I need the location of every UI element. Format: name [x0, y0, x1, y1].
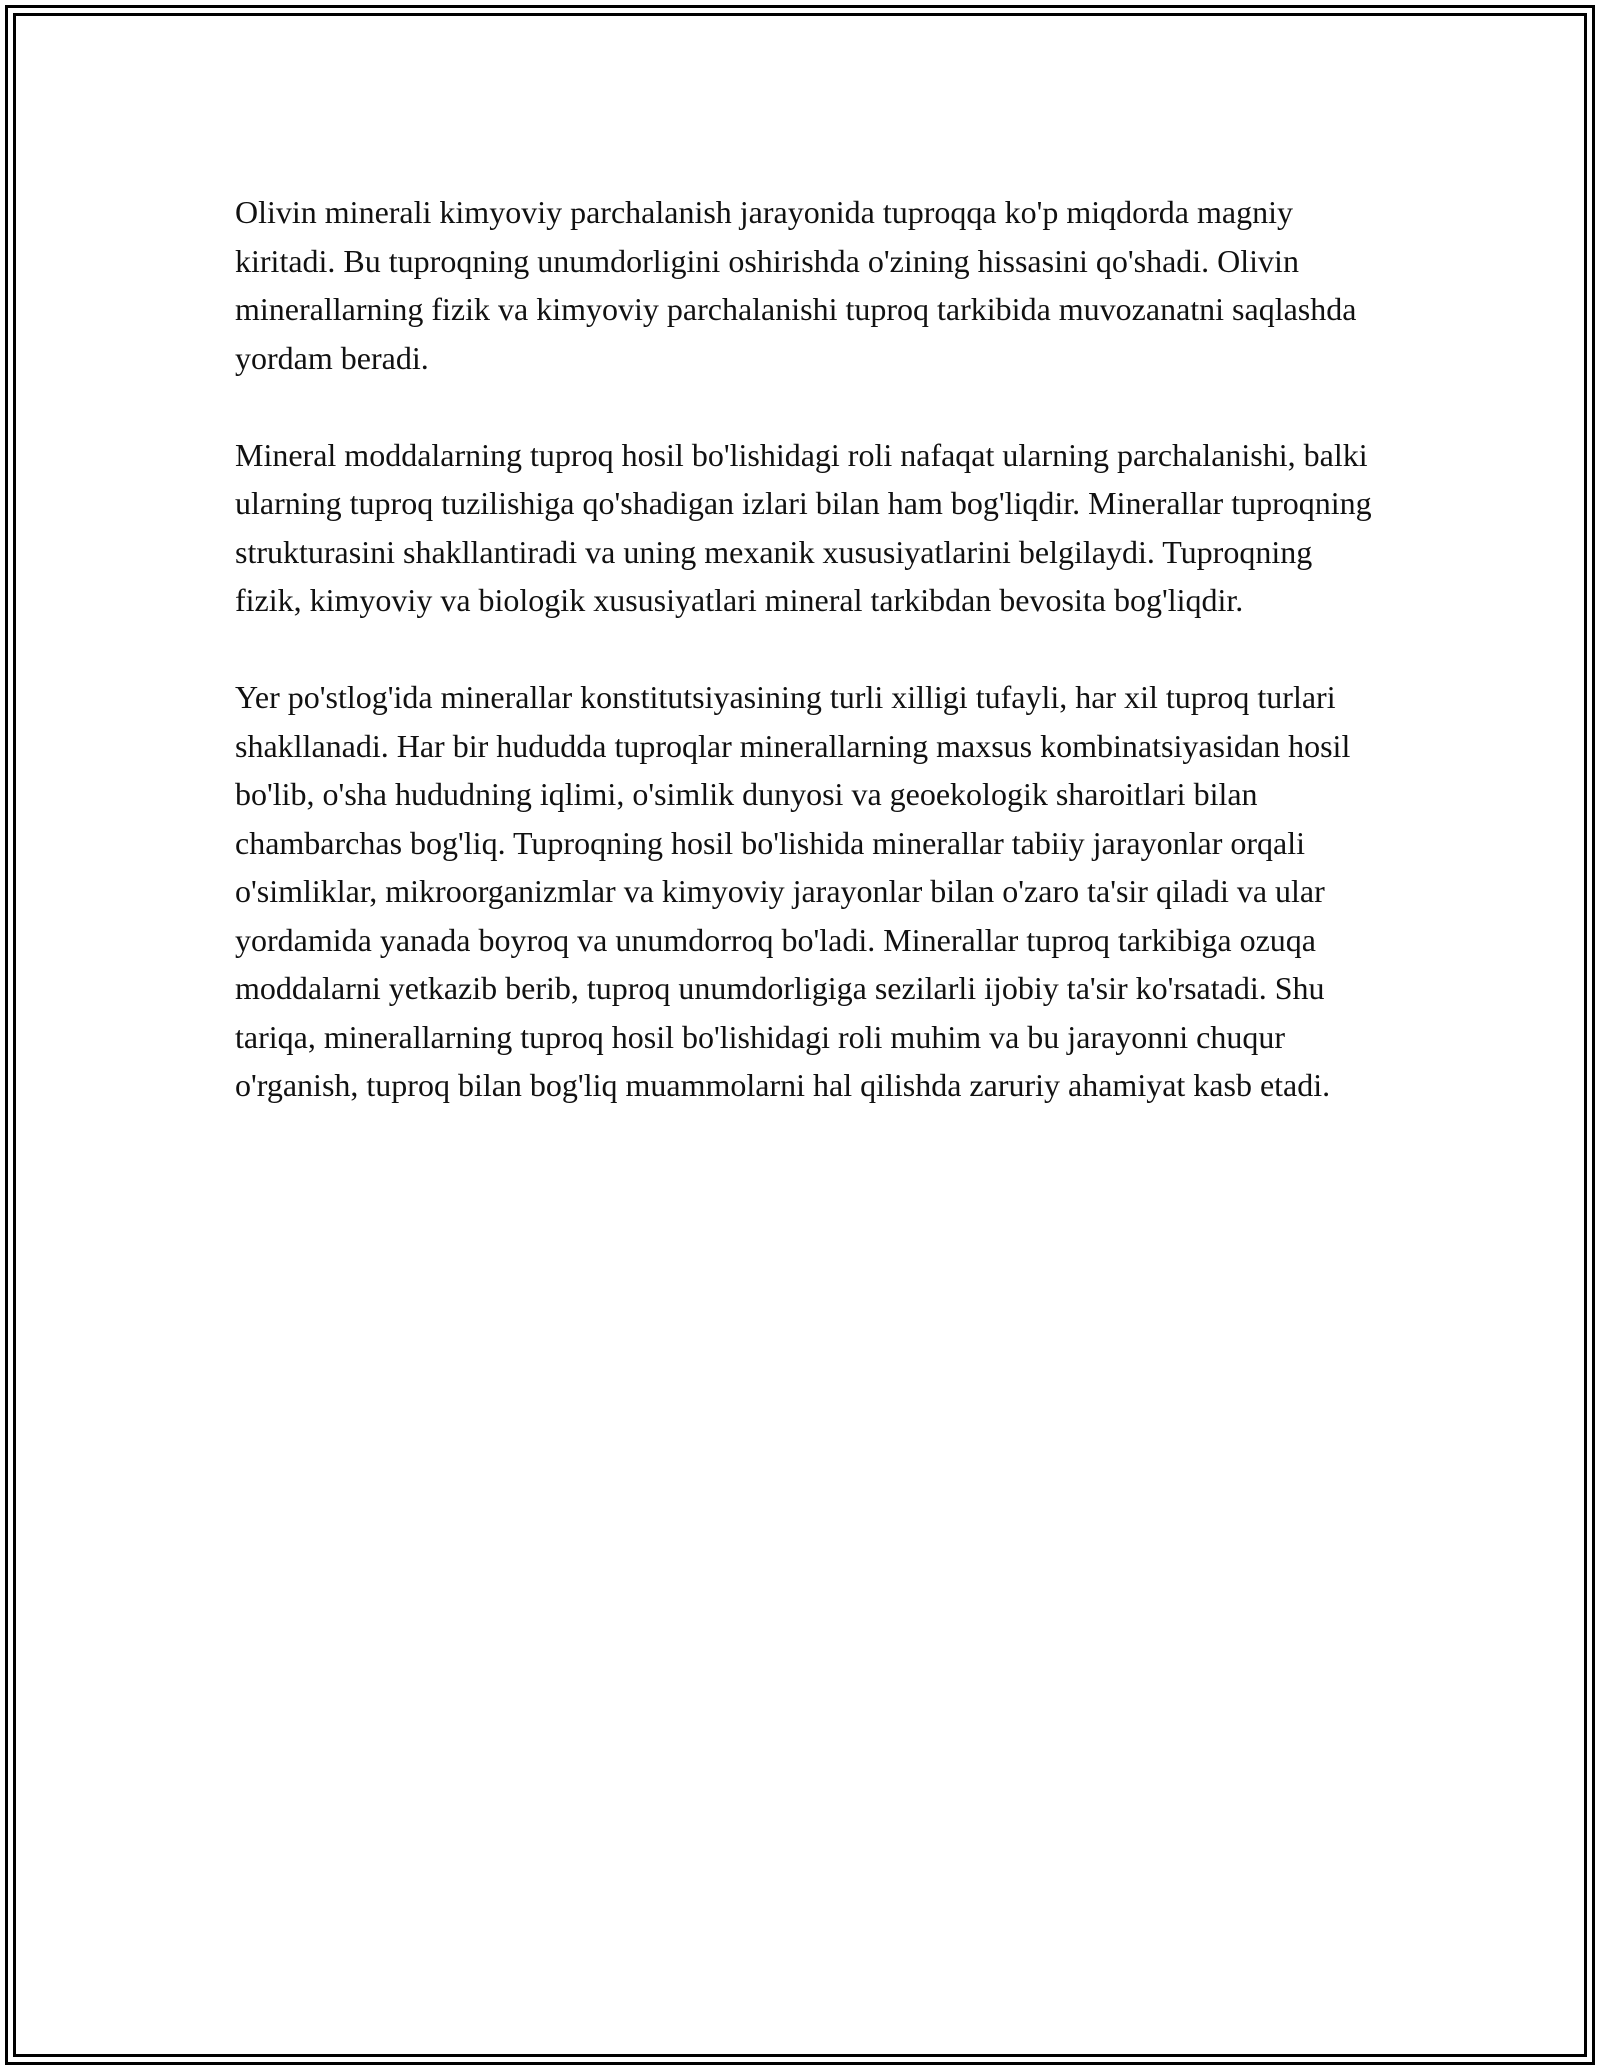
document-body — [235, 188, 1375, 1158]
paragraph-1: Olivin minerali kimyoviy parchalanish jarayonida tuproqqa ko'p miqdorda magniy kiritadi. Bu tuproqning unumdorligini oshirishda o'zining hissasini qo'shadi. Olivin minerallarning fizik va kimyoviy parchalanishi tuproq tarkibida muvozanatni saqlashda yordam beradi. — [235, 194, 1357, 376]
paragraph-3: Yer po'stlog'ida minerallar konstitutsiyasining turli xilligi tufayli, har xil tuproq turlari shakllanadi. Har bir hududda tuproqlar minerallarning maxsus kombinatsiyasidan hosil bo'lib, o'sha hududning iqlimi, o'simlik dunyosi va geoekologik sharoitlari bilan chambarchas bog'liq. Tuproqning hosil bo'lishida minerallar tabiiy jarayonlar orqali o'simliklar, mikroorganizmlar va kimyoviy jarayonlar bilan o'zaro ta'sir qiladi va ular yordamida yanada boyroq va unumdorroq bo'ladi. Minerallar tuproq tarkibiga ozuqa moddalarni yetkazib berib, tuproq unumdorligiga sezilarli ijobiy ta'sir ko'rsatadi. Shu tariqa, minerallarning tuproq hosil bo'lishidagi roli muhim va bu jarayonni chuqur o'rganish, tuproq bilan bog'liq muammolarni hal qilishda zaruriy ahamiyat kasb etadi. — [235, 679, 1351, 1103]
paragraph-2: Mineral moddalarning tuproq hosil bo'lishidagi roli nafaqat ularning parchalanishi, balki ularning tuproq tuzilishiga qo'shadigan izlari bilan ham bog'liqdir. Minerallar tuproqning strukturasini shakllantiradi va uning mexanik xususiyatlarini belgilaydi. Tuproqning fizik, kimyoviy va biologik xususiyatlari mineral tarkibdan bevosita bog'liqdir. — [235, 436, 1372, 618]
